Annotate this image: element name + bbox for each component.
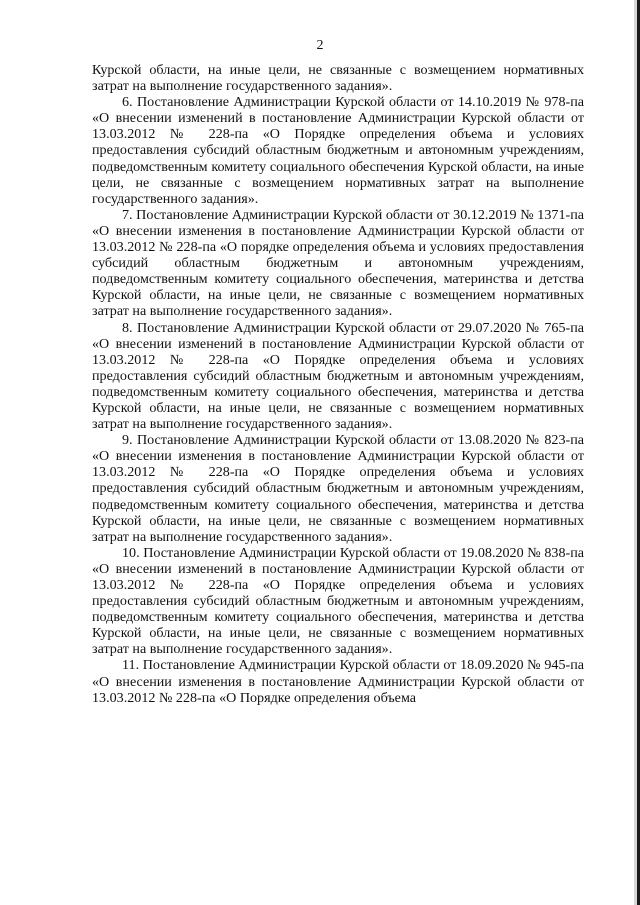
page-number: 2 xyxy=(316,38,324,53)
paragraph-item-11: 11. Постановление Администрации Курской области от 18.09.2020 № 945-па «О внесении изменения в постановление Администрации Курской области от 13.03.2012 № 228-па «О Порядке определения объема xyxy=(92,657,584,706)
document-body xyxy=(92,62,584,706)
paragraph-item-6: 6. Постановление Администрации Курской области от 14.10.2019 № 978-па «О внесении изменений в постановление Администрации Курской области от 13.03.2012 № 228-па «О Порядке определения объема и условиях предоставления субсидий областным бюджетным и автономным учреждениям, подведомственным комитету социального обеспечения Курской области, на иные цели, не связанные с возмещением нормативных затрат на выполнение государственного задания». xyxy=(92,94,584,207)
paragraph-item-9: 9. Постановление Администрации Курской области от 13.08.2020 № 823-па «О внесении изменения в постановление Администрации Курской области от 13.03.2012 № 228-па «О Порядке определения объема и условиях предоставления субсидий областным бюджетным и автономным учреждениям, подведомственным комитету социального обеспечения, материнства и детства Курской области, на иные цели, не связанные с возмещением нормативных затрат на выполнение государственного задания». xyxy=(92,432,584,545)
paragraph-item-8: 8. Постановление Администрации Курской области от 29.07.2020 № 765-па «О внесении изменений в постановление Администрации Курской области от 13.03.2012 № 228-па «О Порядке определения объема и условиях предоставления субсидий областным бюджетным и автономным учреждениям, подведомственным комитету социального обеспечения, материнства и детства Курской области, на иные цели, не связанные с возмещением нормативных затрат на выполнение государственного задания». xyxy=(92,319,584,433)
paragraph-continuation: Курской области, на иные цели, не связанные с возмещением нормативных затрат на выполнение государственного задания». xyxy=(92,62,584,95)
paragraph-item-7: 7. Постановление Администрации Курской области от 30.12.2019 № 1371-па «О внесении изменения в постановление Администрации Курской области от 13.03.2012 № 228-па «О порядке определения объема и условиях предоставления субсидий областным бюджетным и автономным учреждениям, подведомственным комитету социального обеспечения, материнства и детства Курской области, на иные цели, не связанные с возмещением нормативных затрат на выполнение государственного задания». xyxy=(92,206,584,320)
paragraph-item-10: 10. Постановление Администрации Курской области от 19.08.2020 № 838-па «О внесении изменений в постановление Администрации Курской области от 13.03.2012 № 228-па «О Порядке определения объема и условиях предоставления субсидий областным бюджетным и автономным учреждениям, подведомственным комитету социального обеспечения, материнства и детства Курской области, на иные цели, не связанные с возмещением нормативных затрат на выполнение государственного задания». xyxy=(92,544,584,658)
